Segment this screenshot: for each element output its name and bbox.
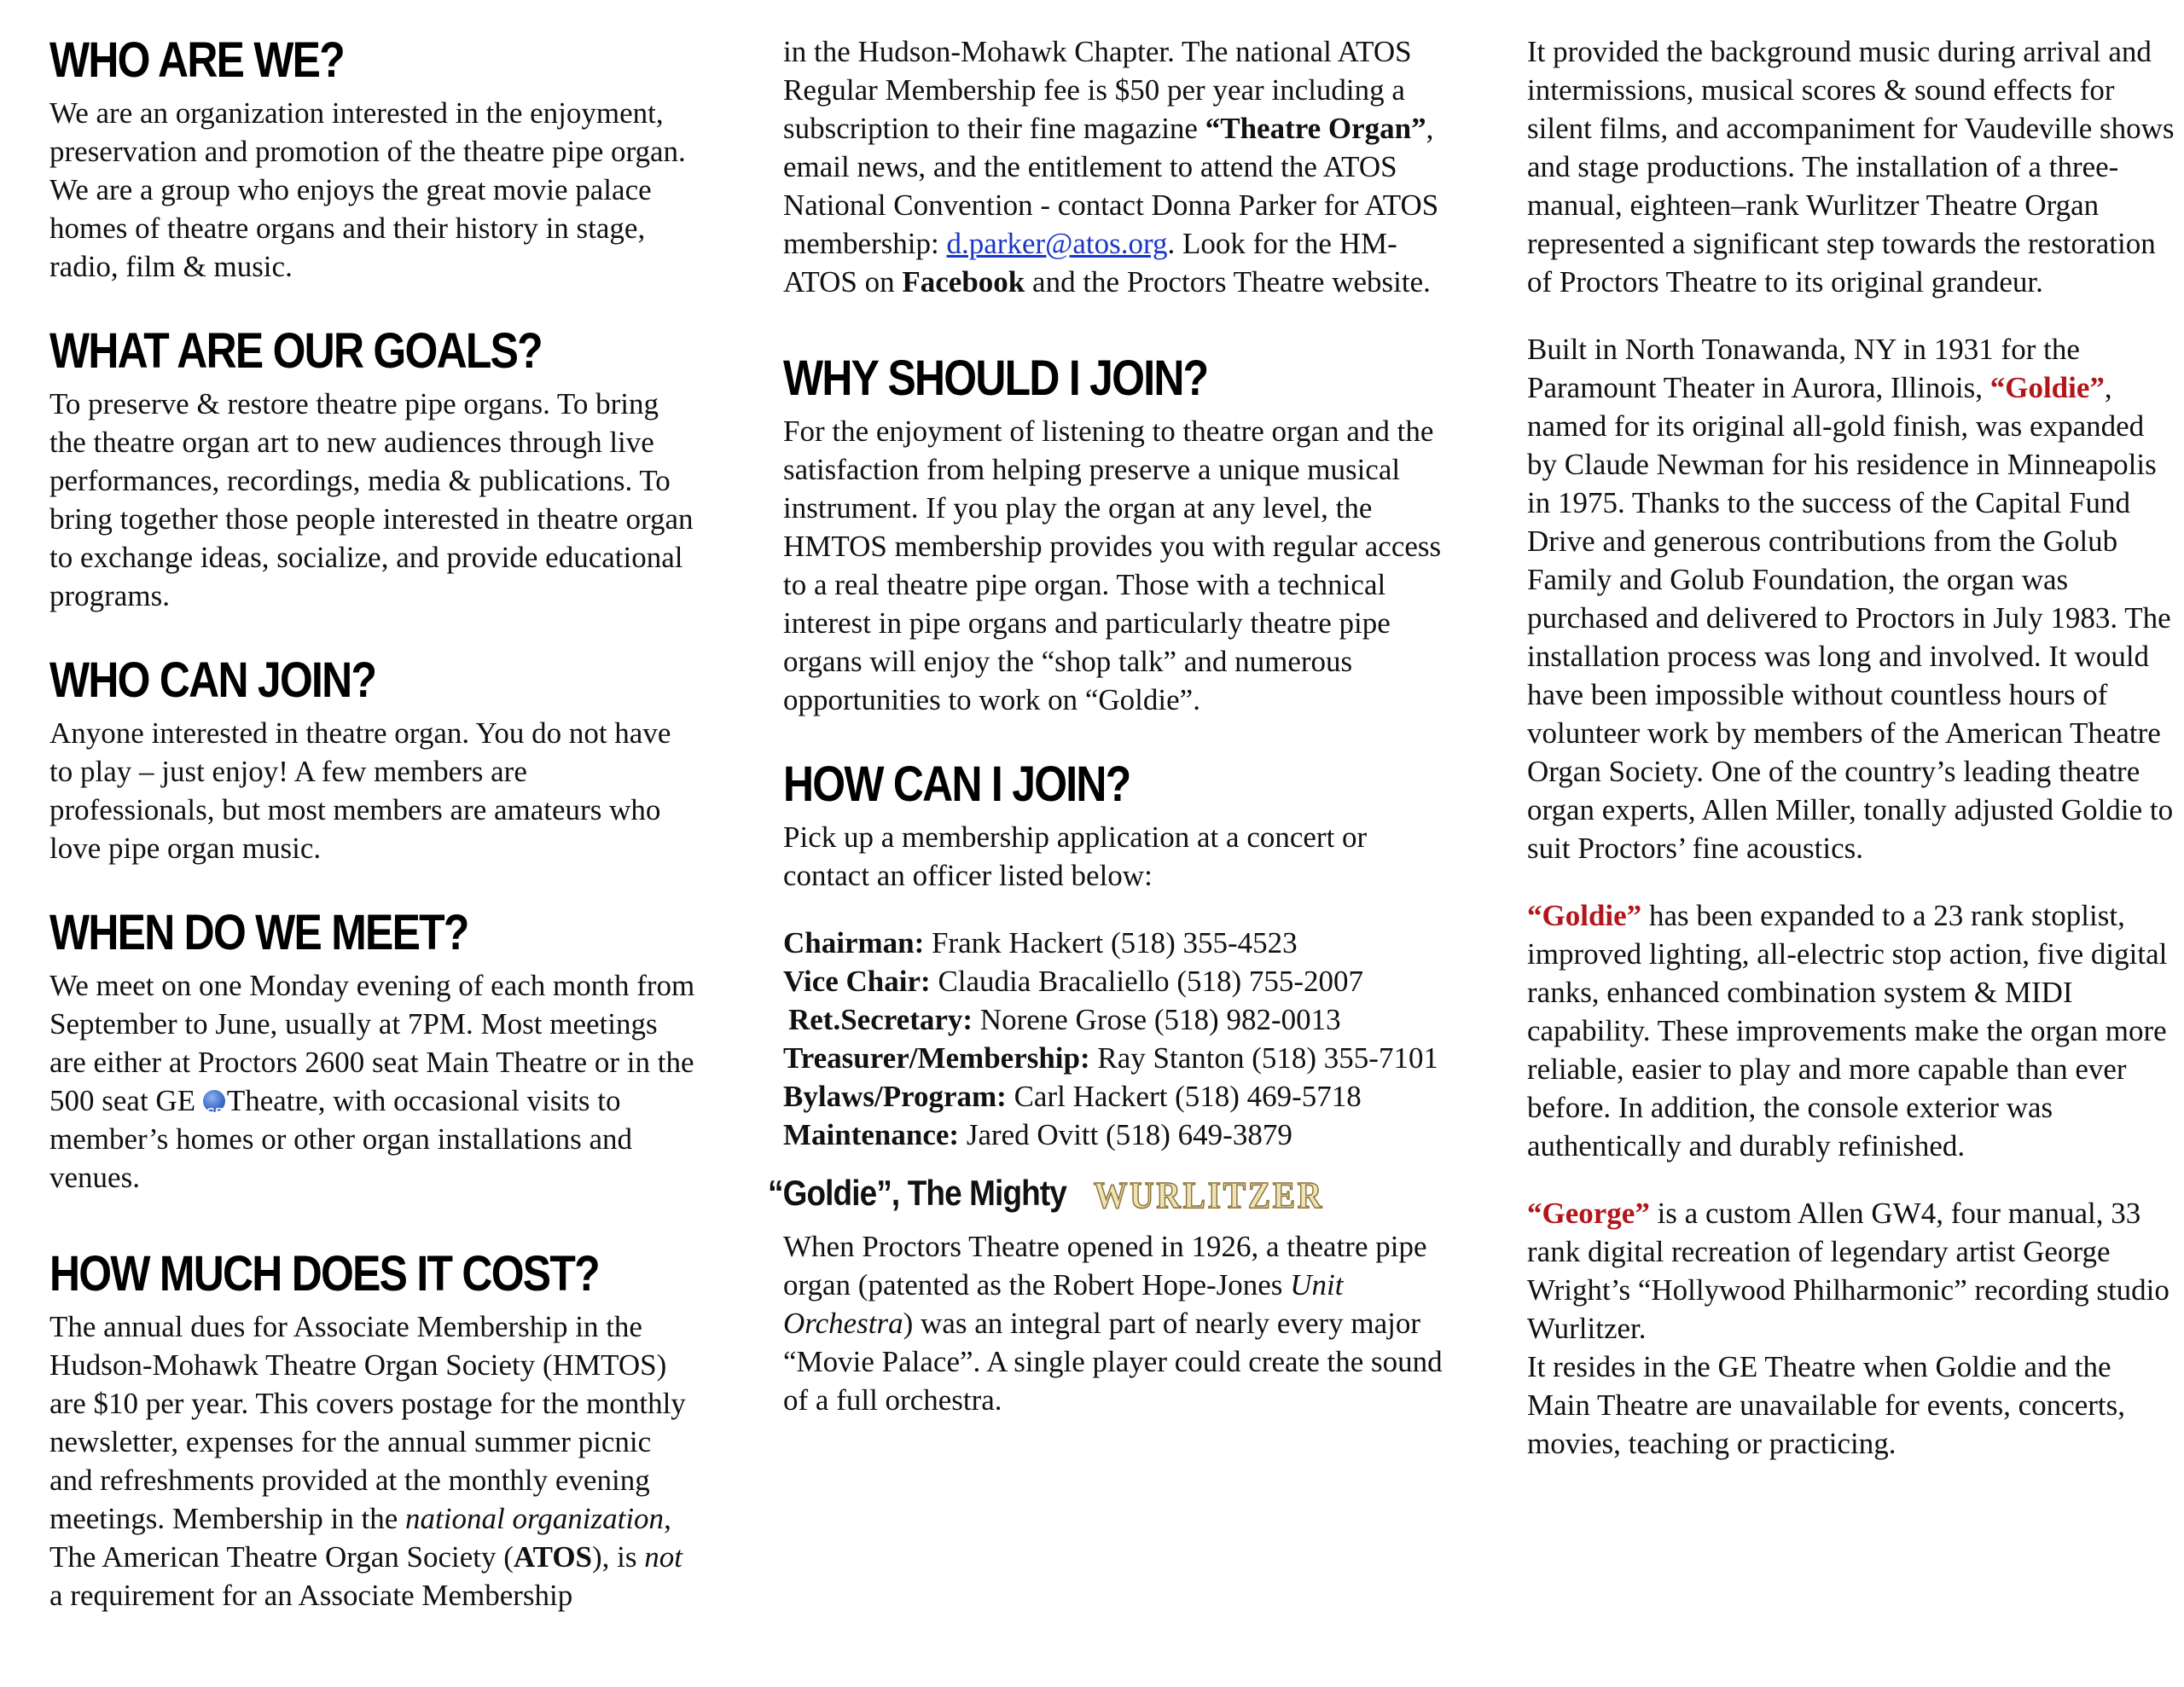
heading-who-can-join: WHO CAN JOIN? [49,652,376,708]
george-name-red: “George” [1527,1197,1650,1230]
ge-logo-icon [203,1090,225,1118]
goldie-heading: “Goldie”, The Mighty [768,1173,1066,1213]
when-meet-text [49,966,698,1197]
cost-text-atos: ATOS [513,1540,593,1574]
magazine-name: “Theatre Organ” [1205,112,1426,145]
officer-treasurer [783,1039,1457,1077]
history-paragraph-3 [1527,896,2175,1165]
officer-info: Carl Hackert (518) 469-5718 [1006,1080,1362,1113]
heading-who-are-we: WHO ARE WE? [49,32,344,88]
goldie-heading-row [768,1173,1457,1214]
officer-role: Chairman: [783,926,925,959]
p3-text-b: has been expanded to a 23 rank stoplist, improved lighting, all-electric stop action, five digital ranks, enhanced combination system & MIDI capability. These improvements make the organ more reliable, easier to play and more capable than ever before. In addition, the console exterior was authentically and durably refinished. [1527,899,2168,1162]
goldie-text [783,1227,1457,1419]
ge-logo-text: GE [206,1105,223,1118]
heading-how-join: HOW CAN I JOIN? [783,757,1130,812]
column-left [49,32,698,1615]
heading-how-much-cost: HOW MUCH DOES IT COST? [49,1246,599,1301]
cont-text-b: , email news, and the entitlement to attend the ATOS National Convention - contact Donna Parker for ATOS membership: [783,112,1439,260]
cost-text-a: The annual dues for Associate Membership in the Hudson-Mohawk Theatre Organ Society (HMTOS) are $10 per year. This covers postage for the monthly newsletter, expenses for the annual summer picnic and refreshments provided at the monthly evening meetings. Membership in the [49,1310,686,1535]
wurlitzer-logo-text: WURLITZER [1094,1176,1324,1214]
meet-text-part-a: We meet on one Monday evening of each month from September to June, usually at 7PM. Most meetings are either at Proctors 2600 seat Main Theatre or in the 500 seat GE [49,969,695,1117]
p2-text-b: , named for its original all-gold finish, was expanded by Claude Newman for his residence in Minneapolis in 1975. Thanks to the success of the Capital Fund Drive and generous contributions from the Golub Family and Golub Foundation, the organ was purchased and delivered to Proctors in July 1983. The installation process was long and involved. It would have been impossible without countless hours of volunteer work by members of the American Theatre Organ Society. One of the country’s leading theatre organ experts, Allen Miller, tonally adjusted Goldie to suit Proctors’ fine acoustics. [1527,371,2174,865]
wurlitzer-logo-graphic [1092,1176,1327,1214]
officer-info: Claudia Bracaliello (518) 755-2007 [930,965,1364,998]
officer-bylaws [783,1077,1457,1116]
atos-email-link[interactable]: d.parker@atos.org [946,227,1168,260]
officer-role: Ret.Secretary: [788,1003,973,1036]
wurlitzer-logo [1092,1176,1327,1214]
history-paragraph-4 [1527,1194,2175,1348]
goldie-name-red: “Goldie” [1989,371,2105,404]
officer-info: Frank Hackert (518) 355-4523 [924,926,1298,959]
officer-chairman [783,924,1457,962]
heading-why-join: WHY SHOULD I JOIN? [783,351,1208,406]
cost-text-b: , The American Theatre Organ Society ( [49,1502,671,1574]
cost-text-not: not [644,1540,682,1574]
cost-text-c: ), is [592,1540,645,1574]
p2-text-a: Built in North Tonawanda, NY in 1931 for the Paramount Theater in Aurora, Illinois, [1527,333,2080,404]
officer-secretary [783,1000,1457,1039]
column-middle [768,32,1457,1419]
goals-text: To preserve & restore theatre pipe organs. To bring the theatre organ art to new audiences through live performances, recordings, media & publications. To bring together those people interested in theatre organ to exchange ideas, socialize, and provide educational programs. [49,387,694,612]
officer-info: Ray Stanton (518) 355-7101 [1089,1041,1438,1075]
officer-vice-chair [783,962,1457,1000]
officer-maintenance [783,1116,1457,1154]
officer-role: Maintenance: [783,1118,960,1151]
p4-text-b: is a custom Allen GW4, four manual, 33 rank digital recreation of legendary artist George Wright’s “Hollywood Philharmonic” recording studio Wurlitzer. [1527,1197,2169,1345]
column-right [1527,32,2175,1463]
heading-goals: WHAT ARE OUR GOALS? [49,323,542,379]
why-join-text: For the enjoyment of listening to theatre organ and the satisfaction from helping preserve a unique musical instrument. If you play the organ at any level, the HMTOS membership provides you with regular access to a real theatre pipe organ. Those with a technical interest in pipe organs and particularly theatre pipe organs will enjoy the “shop talk” and numerous opportunities to work on “Goldie”. [783,415,1442,716]
history-paragraph-2 [1527,330,2175,867]
goldie-text-b: ) was an integral part of nearly every major “Movie Palace”. A single player could create the sound of a full orchestra. [783,1307,1443,1417]
officer-role: Treasurer/Membership: [783,1041,1090,1075]
cont-text-a: in the Hudson-Mohawk Chapter. The national ATOS Regular Membership fee is $50 per year including a subscription to their fine magazine [783,35,1412,145]
cont-text-d: and the Proctors Theatre website. [1025,265,1431,299]
history-paragraph-5: It resides in the GE Theatre when Goldie and the Main Theatre are unavailable for events, concerts, movies, teaching or practicing. [1527,1350,2125,1460]
goldie-name-red: “Goldie” [1527,899,1642,932]
heading-when-meet: WHEN DO WE MEET? [49,905,468,960]
who-can-join-text: Anyone interested in theatre organ. You do not have to play – just enjoy! A few members are professionals, but most members are amateurs who love pipe organ music. [49,716,671,865]
officer-role: Vice Chair: [783,965,931,998]
cost-text [49,1307,698,1615]
unit-orchestra-text: Unit Orchestra [783,1268,1344,1340]
facebook-text: Facebook [902,265,1025,299]
cont-text-c: . Look for the HM-ATOS on [783,227,1397,299]
who-are-we-text: We are an organization interested in the enjoyment, preservation and promotion of the theatre pipe organ. We are a group who enjoys the great movie palace homes of theatre organs and their history in stage, radio, film & music. [49,96,686,283]
history-paragraph-1: It provided the background music during arrival and intermissions, musical scores & sound effects for silent films, and accompaniment for Vaudeville shows and stage productions. The installation of a three-manual, eighteen–rank Wurlitzer Theatre Organ represented a significant step towards the restoration of Proctors Theatre to its original grandeur. [1527,35,2175,299]
cost-text-d: a requirement for an Associate Membership [49,1579,573,1612]
officer-role: Bylaws/Program: [783,1080,1007,1113]
meet-text-part-b: Theatre, with occasional visits to member’s homes or other organ installations and venues. [49,1084,633,1194]
goldie-text-a: When Proctors Theatre opened in 1926, a theatre pipe organ (patented as the Robert Hope-Jones [783,1230,1427,1301]
officer-info: Jared Ovitt (518) 649-3879 [959,1118,1292,1151]
how-join-text: Pick up a membership application at a concert or contact an officer listed below: [783,820,1368,892]
membership-continued-text [783,32,1457,301]
officers-list [783,924,1457,1154]
officer-info: Norene Grose (518) 982-0013 [973,1003,1341,1036]
cost-text-national: national organization [405,1502,665,1535]
